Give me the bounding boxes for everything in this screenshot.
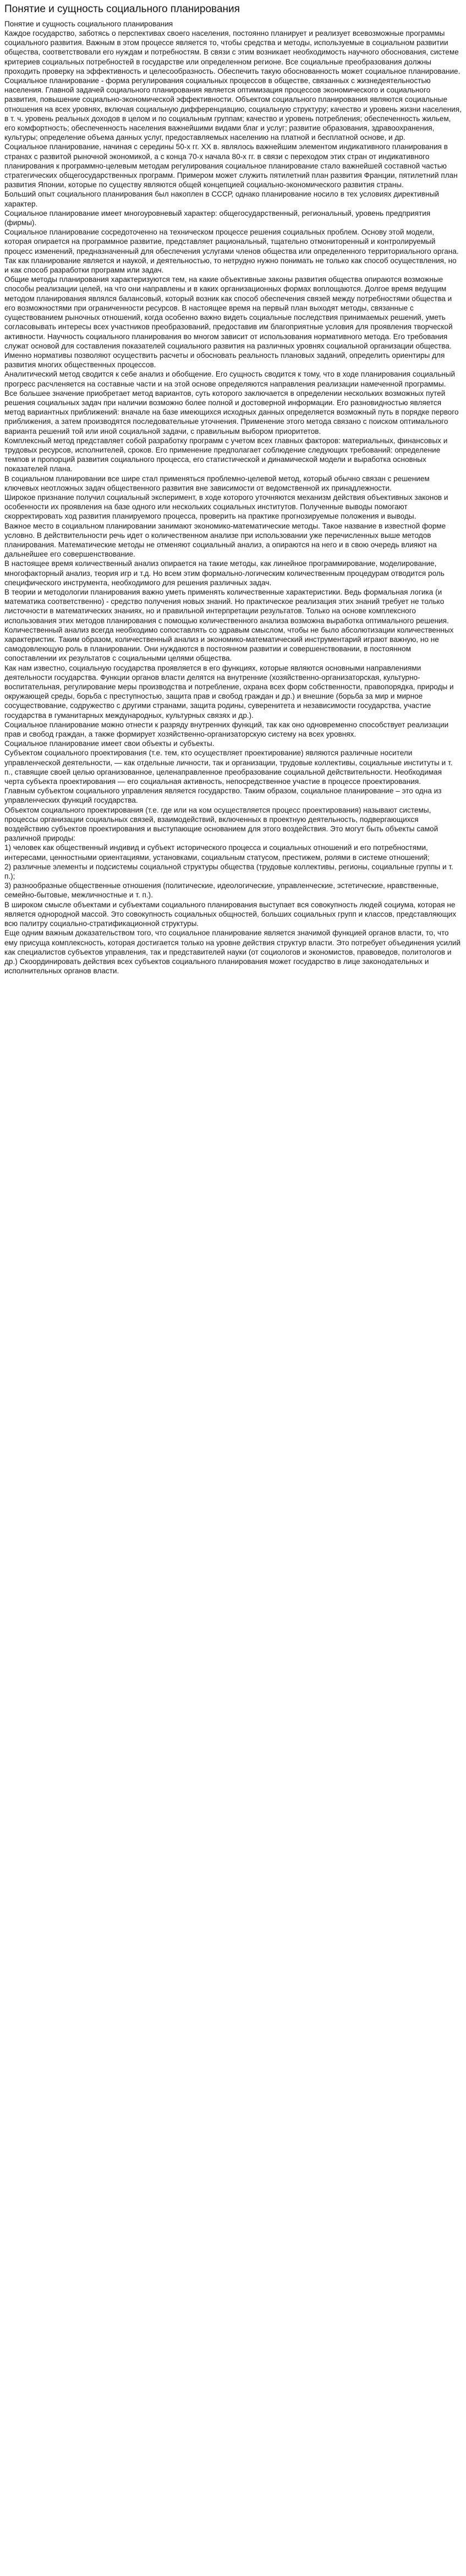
paragraph: Объектом социального проектирования (т.е. где или на ком осуществляется процесс проектирования) называют системы, процессы организации социальных связей, взаимодействий, включенных в проектную деятельность, подвергающихся воздействию субъектов проектирования и выступающие основанием для этого воздействия. Это могут быть объекты самой различной природы: <box>4 805 440 843</box>
paragraph: Широкое признание получил социальный эксперимент, в ходе которого уточняются механизм действия объективных законов и особенности их проявления на базе одного или нескольких социальных институтов. Полученные выводы помогают скорректировать ход развития планируемого процесса, проверить на практике прогнозируемые положения и выводы. <box>4 493 451 521</box>
paragraph: Социальное планирование - форма регулирования социальных процессов в обществе, связанных с жизнедеятельностью населения. Главной задачей социального планирования является оптимизация процессов экономического и социального развития, повышение социально-экономической эффективности. Объектом социального планирования являются социальные отношения на всех уровнях, включая социальную дифференциацию, социальную структуру; качество и уровень жизни населения, в т. ч. уровень реальных доходов в целом и по социальным группам; качество и уровень потребления; обеспеченность жильем, его комфортность; обеспеченность населения важнейшими видами благ и услуг; развитие образования, здравоохранения, культуры; определение объема данных услуг, предоставляемых населению на платной и бесплатной основе, и др. <box>4 77 464 142</box>
paragraph: Социальное планирование имеет многоуровневый характер: общегосударственный, региональный, уровень предприятия (фирмы). <box>4 209 432 227</box>
paragraph: Больший опыт социального планирования был накоплен в СССР, однако планирование носило в тех условиях директивный характер. <box>4 190 441 208</box>
paragraph: Социальное планирование, начиная с середины 50-х гг. XX в. являлось важнейшим элементом индикативного планирования в странах с развитой рыночной экономикой, а с конца 70-х начала 80-х гг. в связи с переходом этих стран от индикативного планирования к программно-целевым методам регулирования социальное планирование стало важнейшей составной частью стратегических общегосударственных программ. Примером может служить пятилетний план развития Франции, пятилетний план развития Японии, которые по существу являются общей концепцией социально-экономического развития страны. <box>4 143 460 189</box>
paragraph: Каждое государство, заботясь о перспективах своего населения, постоянно планирует и реализует всевозможные программы социального развития. Важным в этом процессе является то, чтобы средства и методы, используемые в социальном развитии общества, соответствовали его нуждам и потребностям. В связи с этим возникает необходимость научного обоснования, системе критериев социальных потребностей в государстве или определенном регионе. Все социальные преобразования должны проходить проверку на эффективность и целесообразность. Обеспечить такую обоснованность может социальное планирование. <box>4 29 461 75</box>
paragraph: В настоящее время количественный анализ опирается на такие методы, как линейное программирование, моделирование, многофакторный анализ, теория игр и т.д. Но всем этим формально-логическим количественным процедурам отводится роль специфического инструмента, необходимого для решения различных задач. <box>4 559 447 587</box>
paragraph: 3) разнообразные общественные отношения (политические, идеологические, управленческие, эстетические, нравственные, семейно-бытовые, межличностные и т. п.). <box>4 881 441 900</box>
paragraph: Еще одним важным доказательством того, что социальное планирование является значимой функцией органов власти, то, что ему присуща комплексность, которая достигается только на уровне действия структур власти. Это потребует объединения усилий как специалистов субъектов управления, так и представителей науки (от социологов и экономистов, правоведов, политологов и др.) Скоординировать действия всех субъектов социального планирования может государство в лице законодательных и исполнительных органов власти. <box>4 929 463 976</box>
paragraph: Социальное планирование можно отнести к разряду внутренних функций, так как оно одновременно способствует реализации прав и свобод граждан, а также формирует хозяйственно-организаторскую систему на всех уровнях. <box>4 720 451 739</box>
paragraph: Субъектом социального проектирования (т.е. тем, кто осуществляет проектирование) являются различные носители управленческой деятельности, — как отдельные личности, так и организации, трудовые коллективы, социальные институты и т. п., ставящие своей целью организованное, целенаправленное преобразование социальной действительности. Необходимая черта субъекта проектирования — его социальная активность, непосредственное участие в процессе проектирования. <box>4 749 455 786</box>
paragraph: Общие методы планирования характеризуются тем, на какие объективные законы развития общества опираются возможные способы реализации целей, на что они направлены и в каких организационных формах воплощаются. Долгое время ведущим методом планирования являлся балансовый, который возник как способ обеспечения связей между потребностями общества и его возможностями при ограниченности ресурсов. В настоящее время на первый план выходят методы, связанные с существованием рыночных отношений, когда особенно важно видеть социальные последствия принимаемых решений, уметь согласовывать интересы всех участников преобразований, предоставив им благоприятные условия для проявления творческой активности. Научность социального планирования во многом зависит от использования нормативного метода. Его требования служат основой для составления показателей социального развития на различных уровнях социальной организации общества. Именно нормативы позволяют осуществить расчеты и обосновать реальность плановых заданий, определить ориентиры для развития многих общественных процессов. <box>4 275 455 369</box>
paragraph: Социальное планирование сосредоточенно на техническом процессе решения социальных проблем. Основу этой модели, которая опирается на программное развитие, представляет рациональный, тщательно отмониторенный и контролируемый процесс изменений, предназначенный для обеспечения услугами членов общества или определенного территориального органа. Так как планирование является и наукой, и деятельностью, то нетрудно нужно понимать не только как способ осуществления, но и как способ разработки программ или задач. <box>4 228 461 275</box>
document-body <box>4 19 462 976</box>
paragraph: Важное место в социальном планировании занимают экономико-математические методы. Такое название в известной форме условно. В действительности речь идет о количественном анализе при использовании уже перечисленных выше методов планирования. Математические методы не отменяют социальный анализ, а опираются на него и в свою очередь влияют на дальнейшее его совершенствование. <box>4 521 448 559</box>
paragraph: 1) человек как общественный индивид и субъект исторического процесса и социальных отношений и его потребностями, интересами, ценностными ориентациями, установками, социальным статусом, престижем, ролями в системе отношений; <box>4 843 430 862</box>
paragraph: Социальное планирование имеет свои объекты и субъекты. <box>4 739 215 748</box>
document-page <box>0 0 466 987</box>
paragraph: Как нам известно, социальную государства проявляется в его функциях, которые являются основными направлениями деятельности государства. Функции органов власти делятся на внутренние (хозяйственно-организаторская, культурно-воспитательная, регулирование меры производства и потребление, охрана всех форм собственности, правопорядка, природы и окружающей среды, борьба с преступностью, защита прав и свобод граждан и др.) и внешние (борьба за мир и мирное сосуществование, содружество с другими странами, защита родины, суверенитета и независимости государства, участие государства в гуманитарных международных, культурных связях и др.). <box>4 663 456 720</box>
paragraph: В социальном планировании все шире стал применяться проблемно-целевой метод, который обычно связан с решением ключевых неотложных задач общественного развития вне зависимости от ведомственной их принадлежности. <box>4 474 432 492</box>
paragraph: Главным субъектом социального управления является государство. Таким образом, социальное планирование – это одна из управленческих функций государства. <box>4 787 444 805</box>
paragraph: В теории и методологии планирования важно уметь применять количественные характеристики. Ведь формальная логика (и математика соответственно) - средство получения новых знаний. Но практическое реализация этих знаний требует не только листочности в математических знаниях, но и правильной интерпретации результатов. Только на основе комплексного использования этих методов планирования с помощью количественного анализа возможна выработка оптимального решения. Количественный анализ всегда необходимо сопоставлять со здравым смыслом, чтобы не было абсолютизации количественных характеристик. Таким образом, количественный анализ и экономико-математический инструментарий играют важную, но не самодовлеющую роль в планировании. Они нуждаются в постоянном развитии и совершенствовании, в постоянном сопоставлении их результатов с социальными целями общества. <box>4 587 456 663</box>
paragraph: Аналитический метод сводится к себе анализ и обобщение. Его сущность сводится к тому, что в ходе планирования социальный прогресс расчленяется на составные части и на этой основе определяются направления реализации намеченной программы. <box>4 370 457 388</box>
paragraph: Комплексный метод представляет собой разработку программ с учетом всех главных факторов: материальных, финансовых и трудовых ресурсов, исполнителей, сроков. Его применение предполагает соблюдение следующих требований: определение темпов и пропорций развития социального процесса, его статистической и динамической модели и выработка основных показателей плана. <box>4 436 450 473</box>
paragraph: В широком смысле объектами и субъектами социального планирования выступает вся совокупность людей социума, которая не является однородной массой. Это совокупность социальных общностей, больших социальных групп и классов, представляющих всю палитру социально-стратификационной структуры. <box>4 900 458 928</box>
paragraph: Все большее значение приобретает метод вариантов, суть которого заключается в определении нескольких возможных путей решения социальных задач при наличии возможно более полной и достоверной информации. Его разновидностью является метод вариантных приближений: вначале на базе имеющихся исходных данных определяется возможный путь в порядке первого приближения, а затем производятся последовательные уточнения. Применение этого метода связано с поиском оптимального варианта решений той или иной социальной задачи, с правильным выбором приоритетов. <box>4 389 461 435</box>
page-title: Понятие и сущность социального планирования <box>4 3 240 15</box>
paragraph: 2) различные элементы и подсистемы социальной структуры общества (трудовые коллективы, регионы, социальные группы и т. п.); <box>4 862 456 881</box>
paragraph: Понятие и сущность социального планирования <box>4 19 173 28</box>
